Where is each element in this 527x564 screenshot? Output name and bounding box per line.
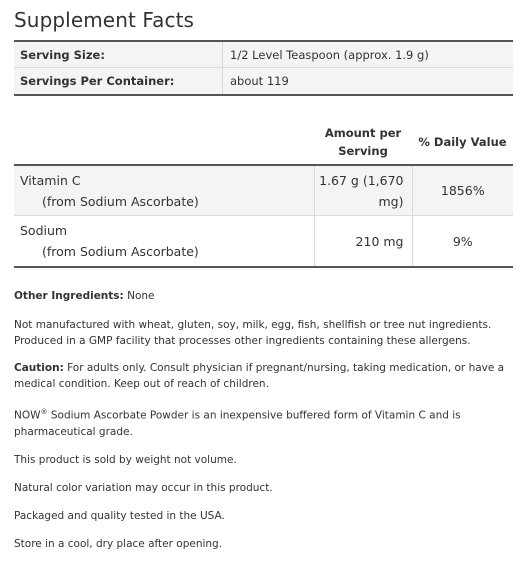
product-notes: [14, 288, 513, 552]
serving-table: [14, 40, 513, 96]
nutrient-amount-line1: 210 mg: [355, 233, 404, 249]
allergen-statement: Not manufactured with wheat, gluten, soy, milk, egg, fish, shellfish or tree nut ingredients. Produced in a GMP facility that processes other ingredients containing these allergens.: [14, 319, 492, 347]
nutrient-name-cell: [14, 216, 314, 268]
servings-per-container-row: [14, 68, 513, 96]
product-description: [14, 404, 513, 440]
supplement-facts-panel: [14, 0, 513, 564]
nutrient-daily-value: 1856%: [412, 165, 513, 216]
brand-name: NOW: [14, 409, 41, 422]
nutrient-amount-line2: mg): [378, 193, 404, 209]
caution-label: Caution:: [14, 362, 64, 374]
serving-size-row: [14, 41, 513, 68]
storage-statement: Store in a cool, dry place after opening.: [14, 537, 223, 550]
nutrient-source: (from Sodium Ascorbate): [42, 244, 199, 259]
nutrient-name: Vitamin C: [20, 172, 81, 188]
header-amount: [314, 120, 412, 165]
nutrient-amount: [314, 165, 412, 216]
nutrient-source: (from Sodium Ascorbate): [42, 193, 199, 209]
servings-per-container-label: Servings Per Container:: [14, 68, 223, 96]
nutrient-header-row: [14, 120, 513, 165]
other-ingredients: [14, 288, 513, 304]
other-ingredients-label: Other Ingredients:: [14, 290, 124, 302]
product-description-text: Sodium Ascorbate Powder is an inexpensive buffered form of Vitamin C and is pharmaceutical grade.: [14, 409, 461, 438]
caution-value: For adults only. Consult physician if pregnant/nursing, taking medication, or have a medical condition. Keep out of reach of children.: [14, 362, 505, 390]
registered-mark: ®: [40, 408, 48, 416]
nutrient-row-vitamin-c: [14, 165, 513, 216]
nutrient-amount: [314, 216, 412, 268]
caution-statement: [14, 360, 513, 392]
nutrient-daily-value: 9%: [412, 216, 513, 268]
serving-size-label: Serving Size:: [14, 41, 223, 68]
color-statement: Natural color variation may occur in this product.: [14, 481, 273, 494]
page-title: Supplement Facts: [14, 8, 195, 32]
nutrient-name: Sodium: [20, 223, 68, 238]
weight-statement: This product is sold by weight not volume.: [14, 453, 237, 466]
serving-size-value: 1/2 Level Teaspoon (approx. 1.9 g): [223, 41, 514, 68]
header-amount-line2: Serving: [338, 144, 388, 158]
servings-per-container-value: about 119: [223, 68, 514, 96]
header-nutrient: [14, 120, 314, 165]
nutrient-table: [14, 120, 513, 268]
nutrient-row-sodium: [14, 216, 513, 268]
nutrient-name-cell: [14, 165, 314, 216]
tested-statement: Packaged and quality tested in the USA.: [14, 509, 225, 522]
header-daily-value: % Daily Value: [412, 120, 513, 165]
nutrient-amount-line1: 1.67 g (1,670: [319, 172, 404, 188]
other-ingredients-value: None: [123, 290, 155, 302]
header-amount-line1: Amount per: [324, 126, 402, 140]
